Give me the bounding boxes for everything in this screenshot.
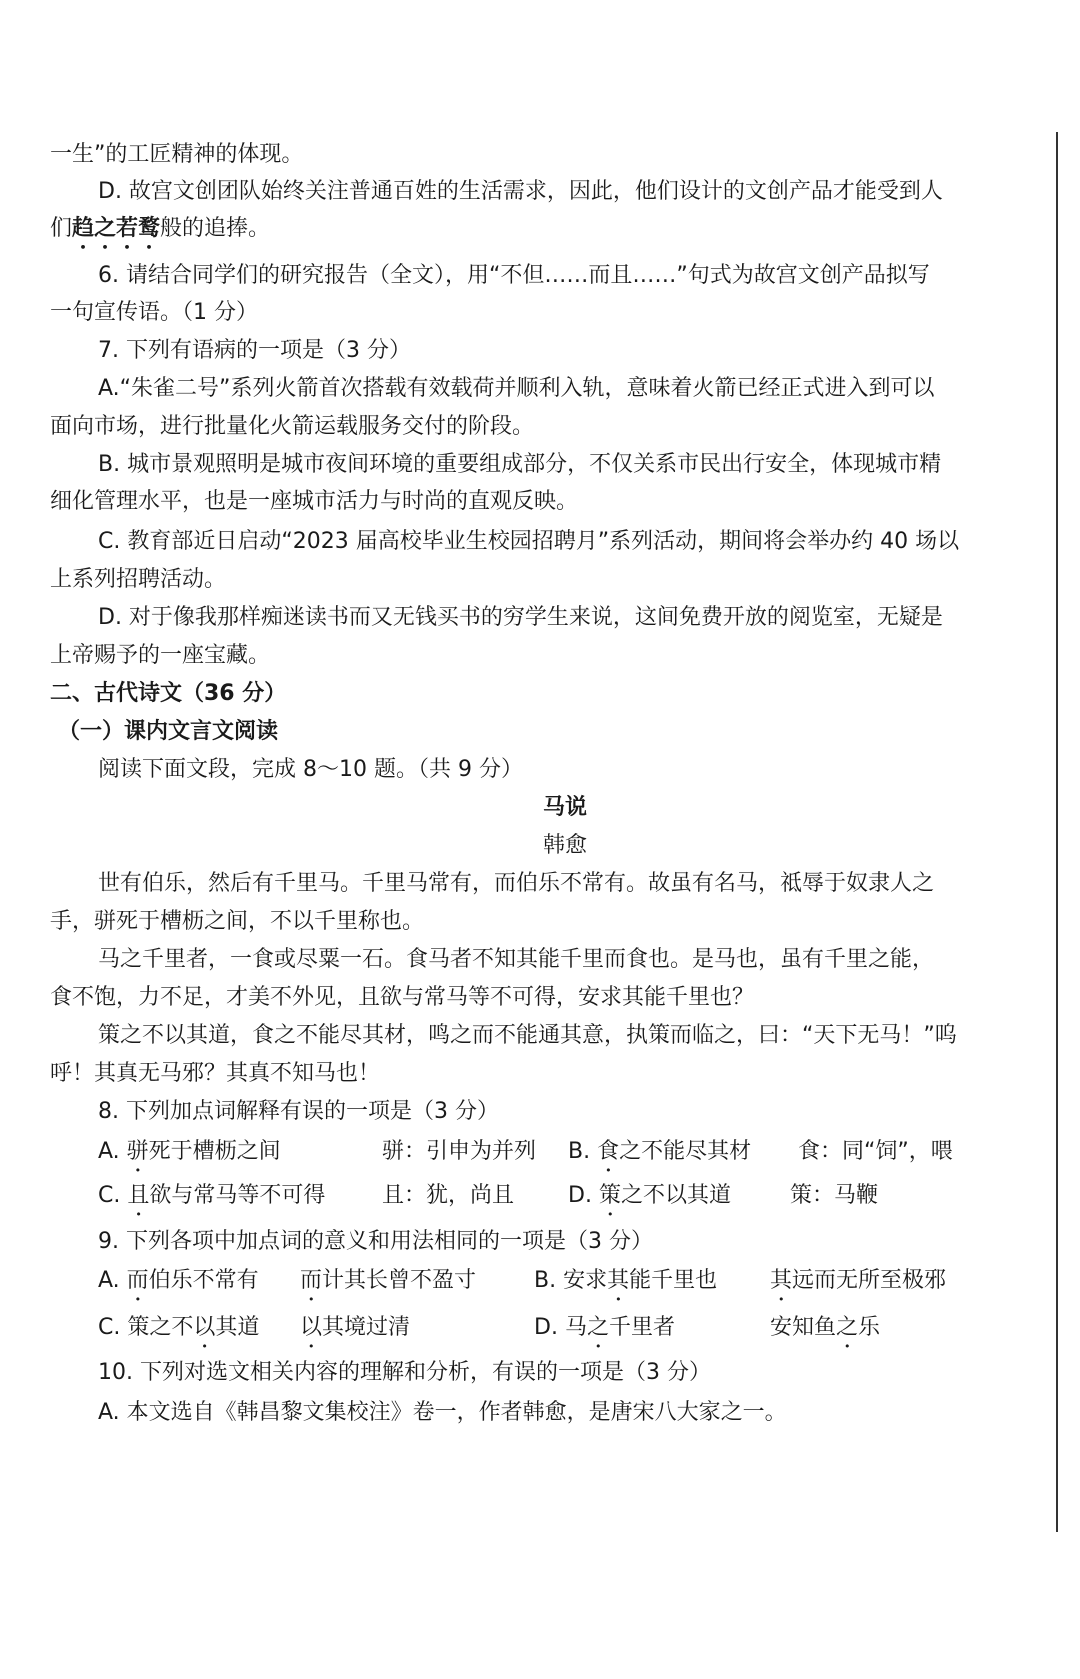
q9-option-b1: B. 安求其能千里也: [534, 1268, 718, 1293]
option-5d-line2: 们趋之若鹜般的追捧。: [50, 216, 271, 241]
text-line: 一生”的工匠精神的体现。: [50, 142, 304, 167]
option-7d-line2: 上帝赐予的一座宝藏。: [50, 643, 271, 668]
question-8: 8. 下列加点词解释有误的一项是（3 分）: [98, 1099, 499, 1124]
option-10a: A. 本文选自《韩昌黎文集校注》卷一，作者韩愈，是唐宋八大家之一。: [98, 1400, 787, 1425]
q8-option-b-gloss: 食：同“饲”，喂: [798, 1139, 953, 1164]
q9-options-row2: [98, 1313, 1038, 1343]
passage-p3-line2: 呼！其真无马邪？其真不知马也！: [50, 1061, 381, 1086]
q8-option-a: A. 骈死于槽枥之间: [98, 1139, 281, 1164]
q9-option-c1: C. 策之不以其道: [98, 1315, 260, 1340]
q8-option-d: D. 策之不以其道: [568, 1183, 731, 1208]
question-9: 9. 下列各项中加点词的意义和用法相同的一项是（3 分）: [98, 1229, 653, 1254]
q9-option-d2: 安知鱼之乐: [770, 1315, 881, 1340]
q9-option-a2: 而计其长曾不盈寸: [300, 1268, 477, 1293]
option-7b-line2: 细化管理水平，也是一座城市活力与时尚的直观反映。: [50, 489, 579, 514]
option-7b-line1: B. 城市景观照明是城市夜间环境的重要组成部分，不仅关系市民出行安全，体现城市精: [98, 452, 942, 477]
option-7a-line1: A.“朱雀二号”系列火箭首次搭载有效载荷并顺利入轨，意味着火箭已经正式进入到可以: [98, 376, 935, 401]
passage-p1-line2: 手，骈死于槽枥之间，不以千里称也。: [50, 909, 425, 934]
passage-p2-line2: 食不饱，力不足，才美不外见，且欲与常马等不可得，安求其能千里也？: [50, 985, 755, 1010]
subsection-heading: （一）课内文言文阅读: [58, 719, 279, 744]
question-10: 10. 下列对选文相关内容的理解和分析，有误的一项是（3 分）: [98, 1360, 711, 1385]
option-5d-line1: D. 故宫文创团队始终关注普通百姓的生活需求，因此，他们设计的文创产品才能受到人: [98, 179, 943, 204]
q9-option-d1: D. 马之千里者: [534, 1315, 675, 1340]
passage-p1-line1: 世有伯乐，然后有千里马。千里马常有，而伯乐不常有。故虽有名马，祗辱于奴隶人之: [98, 871, 935, 896]
section-heading: 二、古代诗文（36 分）: [50, 681, 287, 706]
q8-option-c: C. 且欲与常马等不可得: [98, 1183, 326, 1208]
idiom-emphasis: 趋之若鹜: [72, 216, 161, 241]
option-7c-line2: 上系列招聘活动。: [50, 567, 227, 592]
option-7c-line1: C. 教育部近日启动“2023 届高校毕业生校园招聘月”系列活动，期间将会举办约 40 场以: [98, 529, 960, 554]
option-7a-line2: 面向市场，进行批量化火箭运载服务交付的阶段。: [50, 414, 535, 439]
passage-p3-line1: 策之不以其道，食之不能尽其材，鸣之而不能通其意，执策而临之，曰：“天下无马！”呜: [98, 1023, 957, 1048]
question-6: 6. 请结合同学们的研究报告（全文），用“不但……而且……”句式为故宫文创产品拟写: [98, 263, 930, 288]
question-7: 7. 下列有语病的一项是（3 分）: [98, 338, 411, 363]
passage-title: 马说: [542, 795, 587, 820]
q9-option-c2: 以其境过清: [300, 1315, 411, 1340]
q8-option-b: B. 食之不能尽其材: [568, 1139, 752, 1164]
passage-p2-line1: 马之千里者，一食或尽粟一石。食马者不知其能千里而食也。是马也，虽有千里之能，: [98, 947, 935, 972]
q9-option-a1: A. 而伯乐不常有: [98, 1268, 259, 1293]
q8-option-d-gloss: 策：马鞭: [790, 1183, 879, 1208]
q8-option-a-gloss: 骈：引申为并列: [382, 1139, 537, 1164]
option-7d-line1: D. 对于像我那样痴迷读书而又无钱买书的穷学生来说，这间免费开放的阅览室，无疑是: [98, 605, 943, 630]
q8-options-row1: [98, 1137, 1038, 1167]
passage-author: 韩愈: [542, 833, 587, 858]
q8-options-row2: [98, 1181, 1038, 1211]
q9-options-row1: [98, 1266, 1038, 1296]
question-6-cont: 一句宣传语。（1 分）: [50, 300, 258, 325]
reading-instruction: 阅读下面文段，完成 8～10 题。（共 9 分）: [98, 757, 523, 782]
q9-option-b2: 其远而无所至极邪: [770, 1268, 947, 1293]
q8-option-c-gloss: 且：犹，尚且: [382, 1183, 515, 1208]
